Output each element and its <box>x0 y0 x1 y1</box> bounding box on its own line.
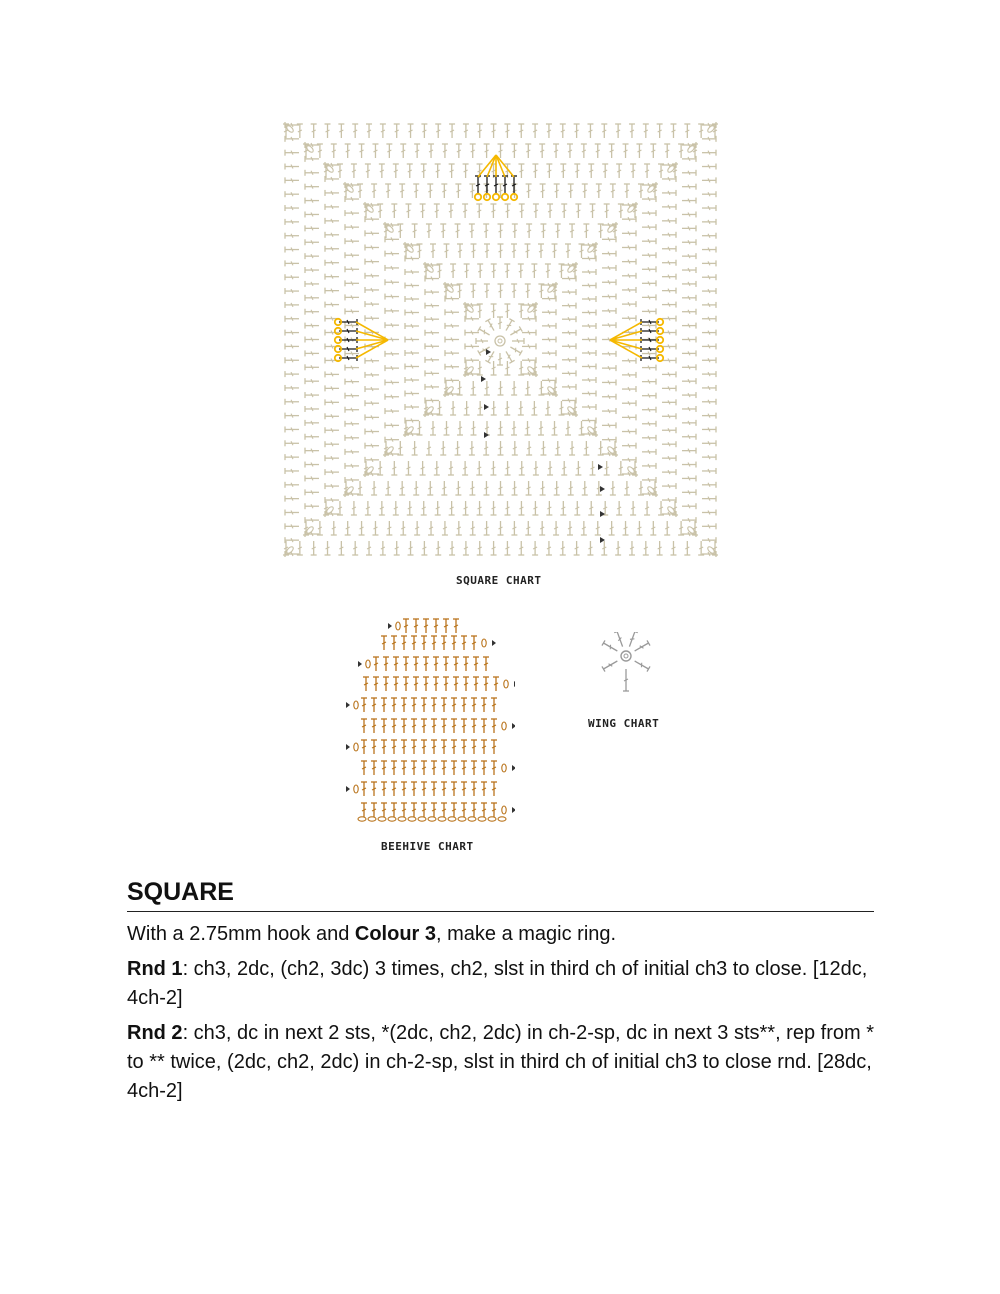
wing-chart-stitches <box>602 632 650 691</box>
intro-text-end: , make a magic ring. <box>436 923 617 945</box>
square-chart <box>278 117 723 563</box>
section-title: SQUARE <box>127 878 874 912</box>
intro-text-start: With a 2.75mm hook and <box>127 923 355 945</box>
round-1-paragraph <box>127 955 874 1013</box>
square-pattern-section <box>127 878 874 1106</box>
beehive-chart <box>340 612 515 827</box>
wing-chart <box>590 632 665 702</box>
intro-paragraph <box>127 920 874 949</box>
round-1-text: : ch3, 2dc, (ch2, 3dc) 3 times, ch2, slst in third ch of initial ch3 to close. [12dc, 4ch-2] <box>127 958 868 1009</box>
square-chart-caption: SQUARE CHART <box>456 574 542 587</box>
square-chart-highlight-stitches <box>335 155 663 361</box>
intro-colour: Colour 3 <box>354 923 437 945</box>
wing-chart-caption: WING CHART <box>588 717 660 730</box>
round-1-label: Rnd 1 <box>127 958 183 980</box>
round-2-label: Rnd 2 <box>127 1022 183 1044</box>
round-2-text: : ch3, dc in next 2 sts, *(2dc, ch2, 2dc) in ch-2-sp, dc in next 3 sts**, rep from * to ** twice, (2dc, ch2, 2dc) in ch-2-sp, slst in third ch of initial ch3 to close rnd. [28dc, 4ch-2] <box>127 1022 874 1102</box>
round-2-paragraph <box>127 1019 874 1106</box>
beehive-chart-caption: BEEHIVE CHART <box>381 840 474 853</box>
beehive-chart-stitches <box>346 619 515 821</box>
